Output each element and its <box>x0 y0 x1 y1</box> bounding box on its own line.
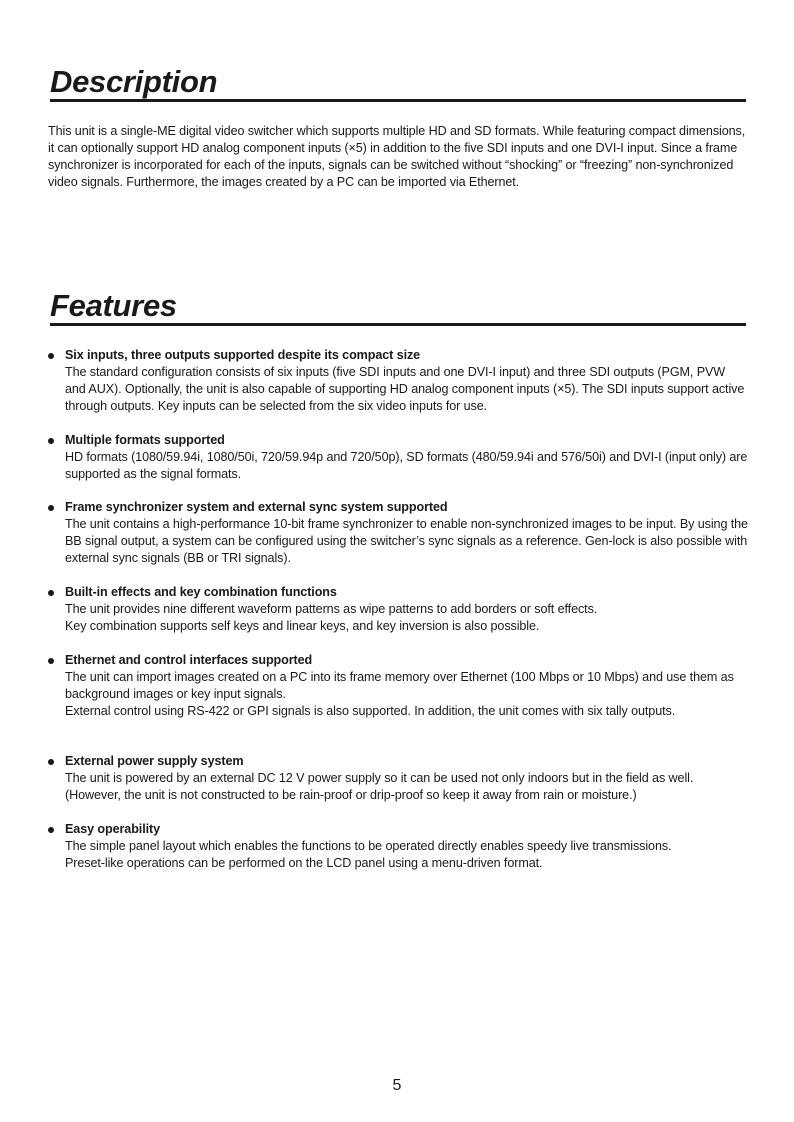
feature-title: Easy operability <box>65 822 160 836</box>
feature-title: External power supply system <box>65 754 244 768</box>
page-number: 5 <box>392 1077 402 1094</box>
feature-text: The unit is powered by an external DC 12 V power supply so it can be used not only indoors but in the field as well. (However, the unit is not constructed to be rain-proof or drip-proof so keep it away from rain or moisture.) <box>65 771 694 802</box>
feature-item-power <box>48 753 748 804</box>
feature-item-sync <box>48 499 748 567</box>
bullet-icon <box>48 505 54 511</box>
feature-text: The simple panel layout which enables the functions to be operated directly enables speedy live transmissions. <box>65 839 672 853</box>
feature-text: External control using RS-422 or GPI signals is also supported. In addition, the unit comes with six tally outputs. <box>65 704 676 718</box>
bullet-icon <box>48 827 54 833</box>
feature-title: Multiple formats supported <box>65 433 225 447</box>
feature-item-effects <box>48 584 597 635</box>
description-body: This unit is a single-ME digital video switcher which supports multiple HD and SD formats. While featuring compact dimensions, it can optionally support HD analog component inputs (×5) in addition to the five SDI inputs and one DVI-I input. Since a frame synchronizer is incorporated for each of the inputs, signals can be switched without “shocking” or “freezing” non-synchronized video signals. Furthermore, the images created by a PC can be imported via Ethernet. <box>48 124 746 189</box>
feature-text: The standard configuration consists of six inputs (five SDI inputs and one DVI-I input) and three SDI outputs (PGM, PVW and AUX). Optionally, the unit is also capable of supporting HD analog component inputs (×5). The SDI inputs support active through outputs. Key inputs can be selected from the six video inputs for use. <box>65 365 745 413</box>
bullet-icon <box>48 590 54 596</box>
bullet-icon <box>48 438 54 444</box>
bullet-icon <box>48 759 54 765</box>
feature-title: Ethernet and control interfaces supported <box>65 653 313 667</box>
feature-title: Frame synchronizer system and external sync system supported <box>65 500 448 514</box>
bullet-icon <box>48 658 54 664</box>
feature-item-ethernet <box>48 652 748 720</box>
feature-text: The unit can import images created on a PC into its frame memory over Ethernet (100 Mbps or 10 Mbps) and use them as background images or key input signals. <box>65 670 734 701</box>
bullet-icon <box>48 353 54 359</box>
feature-title: Six inputs, three outputs supported despite its compact size <box>65 348 421 362</box>
description-heading: Description <box>50 66 746 102</box>
feature-text: The unit contains a high-performance 10-bit frame synchronizer to enable non-synchronized images to be input. By using the BB signal output, a system can be configured using the switcher’s sync signals as a reference. Gen-lock is also possible with external sync signals (BB or TRI signals). <box>65 517 748 565</box>
feature-item-formats <box>48 432 748 483</box>
feature-text: HD formats (1080/59.94i, 1080/50i, 720/59.94p and 720/50p), SD formats (480/59.94i and 576/50i) and DVI-I (input only) are supported as the signal formats. <box>65 450 748 481</box>
feature-text: Preset-like operations can be performed on the LCD panel using a menu-driven format. <box>65 856 543 870</box>
feature-text: Key combination supports self keys and linear keys, and key inversion is also possible. <box>65 619 540 633</box>
feature-title: Built-in effects and key combination functions <box>65 585 337 599</box>
feature-text: The unit provides nine different waveform patterns as wipe patterns to add borders or soft effects. <box>65 602 598 616</box>
features-heading: Features <box>50 290 746 326</box>
feature-item-operability <box>48 821 671 872</box>
feature-item-compact-io <box>48 347 748 415</box>
